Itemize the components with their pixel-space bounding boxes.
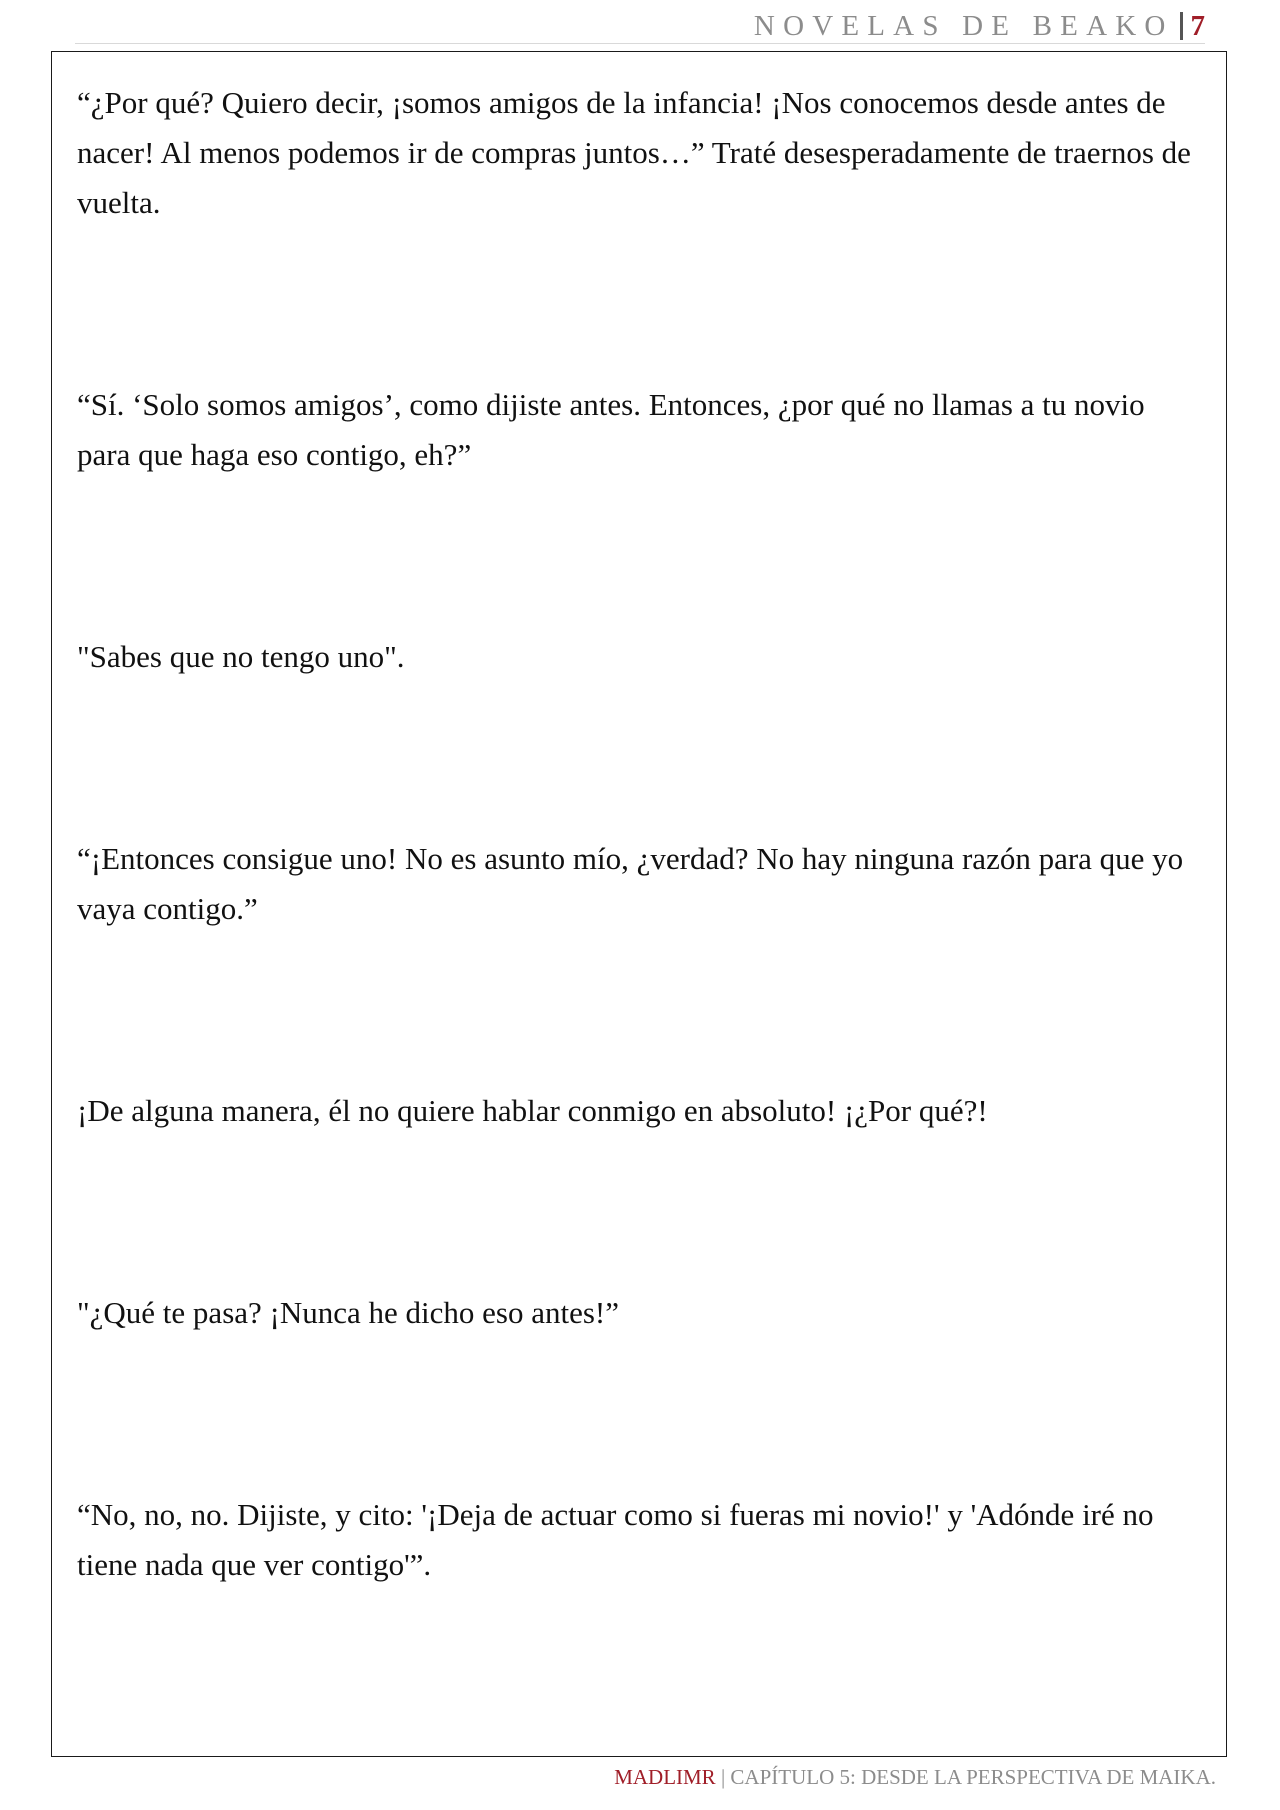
page-footer xyxy=(614,1765,1216,1790)
paragraph-3: "Sabes que no tengo uno". xyxy=(77,639,405,674)
footer-author: MADLIMR xyxy=(614,1765,716,1789)
paragraph-5: ¡De alguna manera, él no quiere hablar conmigo en absoluto! ¡¿Por qué?! xyxy=(77,1093,988,1128)
paragraph-4: “¡Entonces consigue uno! No es asunto mío, ¿verdad? No hay ninguna razón para que yo vaya contigo.” xyxy=(77,841,1184,926)
paragraph-1: “¿Por qué? Quiero decir, ¡somos amigos de la infancia! ¡Nos conocemos desde antes de nacer! Al menos podemos ir de compras juntos…” Traté desesperadamente de traernos de vuelta. xyxy=(77,85,1191,220)
footer-chapter: CAPÍTULO 5: DESDE LA PERSPECTIVA DE MAIKA. xyxy=(730,1765,1216,1789)
paragraph-7: “No, no, no. Dijiste, y cito: '¡Deja de actuar como si fueras mi novio!' y 'Adónde iré no tiene nada que ver contigo'”. xyxy=(77,1497,1154,1582)
header-divider xyxy=(1180,12,1183,40)
page-header xyxy=(754,6,1205,46)
footer-separator: | xyxy=(720,1765,726,1789)
paragraph-6: "¿Qué te pasa? ¡Nunca he dicho eso antes!” xyxy=(77,1295,619,1330)
header-title: NOVELAS DE BEAKO xyxy=(753,9,1174,42)
paragraph-2: “Sí. ‘Solo somos amigos’, como dijiste antes. Entonces, ¿por qué no llamas a tu novio para que haga eso contigo, eh?” xyxy=(77,387,1145,472)
header-rule xyxy=(75,43,1205,44)
page-number: 7 xyxy=(1190,9,1205,42)
